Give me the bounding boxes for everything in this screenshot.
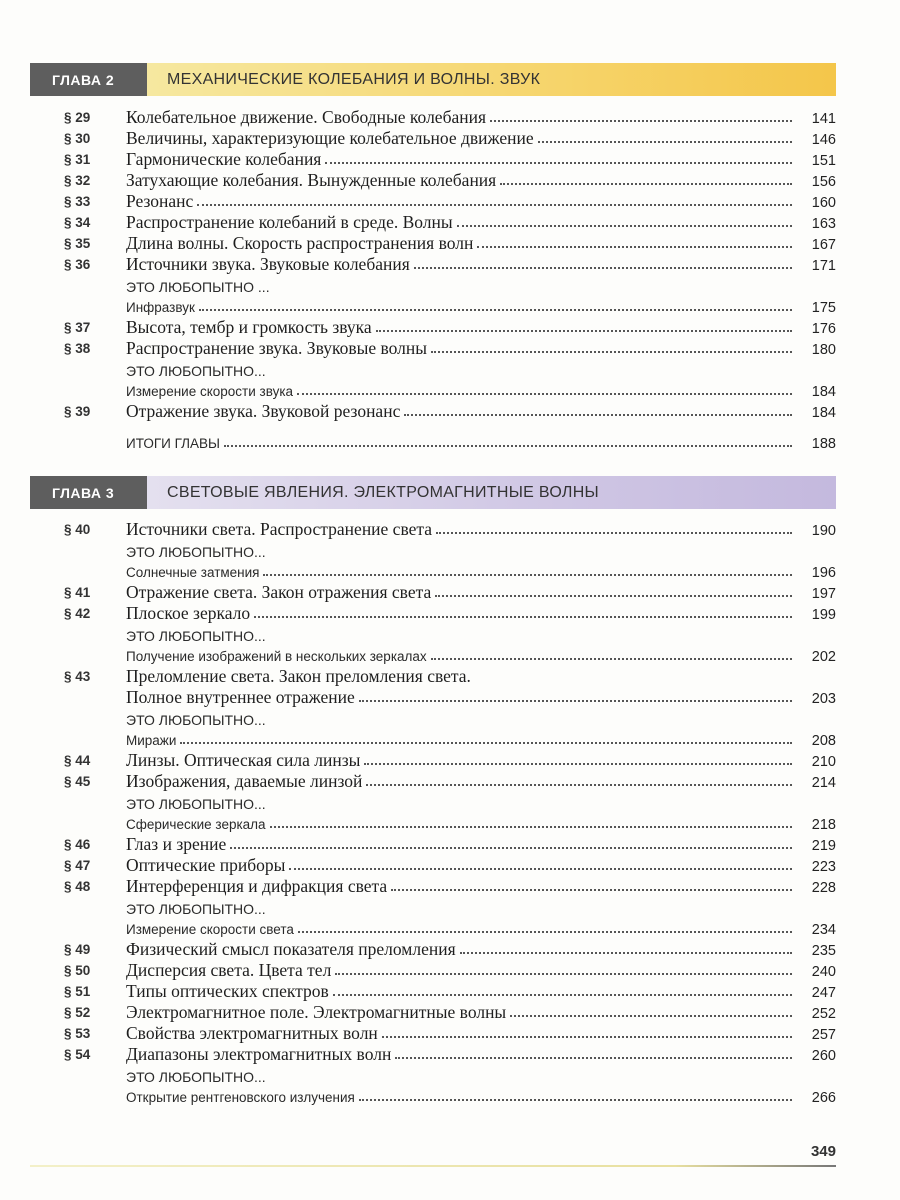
page-ref: 163 [811, 216, 836, 232]
chapter-3-contents [30, 518, 836, 1106]
section-number: § 29 [64, 110, 91, 125]
dot-leader [382, 1036, 792, 1038]
entry-title: Гармонические колебания [126, 150, 325, 169]
toc-entry [30, 253, 836, 274]
dot-leader [364, 763, 792, 765]
page-ref: 180 [811, 342, 836, 358]
page-ref: 175 [811, 300, 836, 316]
entry-title: Распространение колебаний в среде. Волны [126, 213, 457, 232]
entry-title: Затухающие колебания. Вынужденные колебания [126, 171, 500, 190]
section-number: § 49 [64, 942, 91, 957]
dot-leader [477, 246, 792, 248]
entry-title: Источники звука. Звуковые колебания [126, 255, 414, 274]
entry-title: Электромагнитное поле. Электромагнитные волны [126, 1003, 510, 1022]
section-number: § 36 [64, 257, 91, 272]
toc-entry [30, 938, 836, 959]
interesting-heading: ЭТО ЛЮБОПЫТНО... [126, 713, 270, 728]
section-number: § 53 [64, 1026, 91, 1041]
page-ref: 167 [811, 237, 836, 253]
entry-title: Распространение звука. Звуковые волны [126, 339, 431, 358]
page-ref: 202 [811, 649, 836, 665]
section-number: § 41 [64, 585, 91, 600]
toc-entry [30, 431, 836, 452]
page-ref: 260 [811, 1048, 836, 1064]
dot-leader [510, 1015, 792, 1017]
toc-entry [30, 106, 836, 127]
section-number: § 44 [64, 753, 91, 768]
toc-entry [30, 518, 836, 539]
page-ref: 184 [811, 405, 836, 421]
toc-entry [30, 316, 836, 337]
toc-entry [30, 148, 836, 169]
dot-leader [431, 351, 792, 353]
dot-leader [263, 574, 792, 576]
dot-leader [297, 393, 792, 395]
dot-leader [460, 952, 792, 954]
section-number: § 32 [64, 173, 91, 188]
section-number: § 45 [64, 774, 91, 789]
page-ref: 240 [811, 964, 836, 980]
entry-title: Измерение скорости света [126, 923, 298, 938]
section-number: § 42 [64, 606, 91, 621]
section-number: § 51 [64, 984, 91, 999]
page-ref: 203 [811, 691, 836, 707]
entry-title: Миражи [126, 734, 180, 749]
dot-leader [298, 931, 792, 933]
toc-entry [30, 169, 836, 190]
dot-leader [359, 1099, 792, 1101]
chapter-2-title: МЕХАНИЧЕСКИЕ КОЛЕБАНИЯ И ВОЛНЫ. ЗВУК [147, 63, 836, 96]
section-number: § 40 [64, 522, 91, 537]
dot-leader [197, 204, 792, 206]
toc-entry [30, 644, 836, 665]
toc-entry [30, 980, 836, 1001]
dot-leader [538, 141, 792, 143]
dot-leader [335, 973, 792, 975]
toc-entry [30, 812, 836, 833]
page-ref: 197 [811, 586, 836, 602]
toc-entry [30, 770, 836, 791]
section-number: § 43 [64, 669, 91, 684]
toc-entry [30, 127, 836, 148]
dot-leader [500, 183, 792, 185]
section-number: § 38 [64, 341, 91, 356]
page-ref: 247 [811, 985, 836, 1001]
page-ref: 171 [811, 258, 836, 274]
toc-entry [30, 358, 836, 379]
dot-leader [254, 616, 792, 618]
section-number: § 34 [64, 215, 91, 230]
interesting-heading: ЭТО ЛЮБОПЫТНО... [126, 629, 270, 644]
toc-entry [30, 665, 836, 686]
dot-leader [224, 445, 792, 447]
toc-entry [30, 539, 836, 560]
page-ref: 141 [811, 111, 836, 127]
dot-leader [391, 889, 792, 891]
page-ref: 156 [811, 174, 836, 190]
entry-title: Интерференция и дифракция света [126, 877, 391, 896]
entry-title: Свойства электромагнитных волн [126, 1024, 382, 1043]
dot-leader [414, 267, 792, 269]
page-ref: 223 [811, 859, 836, 875]
page-ref: 234 [811, 922, 836, 938]
section-number: § 30 [64, 131, 91, 146]
page-number: 349 [810, 1143, 836, 1160]
dot-leader [435, 595, 792, 597]
entry-title: Плоское зеркало [126, 604, 254, 623]
toc-entry [30, 1085, 836, 1106]
entry-title: Отражение звука. Звуковой резонанс [126, 402, 404, 421]
entry-title: Инфразвук [126, 301, 199, 316]
toc-entry [30, 190, 836, 211]
dot-leader [325, 162, 792, 164]
page-ref: 218 [811, 817, 836, 833]
entry-title: ИТОГИ ГЛАВЫ [126, 437, 224, 452]
toc-entry [30, 896, 836, 917]
entry-title: Колебательное движение. Свободные колебания [126, 108, 490, 127]
interesting-heading: ЭТО ЛЮБОПЫТНО... [126, 1070, 270, 1085]
page-ref: 252 [811, 1006, 836, 1022]
entry-title: Преломление света. Закон преломления света. [126, 667, 475, 686]
toc-entry [30, 1043, 836, 1064]
toc-entry [30, 1064, 836, 1085]
dot-leader [359, 700, 792, 702]
interesting-heading: ЭТО ЛЮБОПЫТНО... [126, 364, 270, 379]
interesting-heading: ЭТО ЛЮБОПЫТНО... [126, 545, 270, 560]
entry-title: Измерение скорости звука [126, 385, 297, 400]
toc-entry [30, 1001, 836, 1022]
interesting-heading: ЭТО ЛЮБОПЫТНО ... [126, 280, 274, 295]
dot-leader [333, 994, 792, 996]
section-number: § 47 [64, 858, 91, 873]
toc-entry [30, 791, 836, 812]
dot-leader [395, 1057, 792, 1059]
page-ref: 235 [811, 943, 836, 959]
page-ref: 176 [811, 321, 836, 337]
entry-title: Типы оптических спектров [126, 982, 333, 1001]
toc-entry [30, 749, 836, 770]
entry-title: Изображения, даваемые линзой [126, 772, 366, 791]
entry-title: Получение изображений в нескольких зеркалах [126, 650, 431, 665]
spacer [30, 421, 836, 431]
toc-entry [30, 917, 836, 938]
section-number: § 52 [64, 1005, 91, 1020]
toc-entry [30, 602, 836, 623]
dot-leader [436, 532, 792, 534]
footer-rule [30, 1165, 836, 1167]
dot-leader [270, 826, 792, 828]
entry-title: Величины, характеризующие колебательное движение [126, 129, 538, 148]
dot-leader [180, 742, 792, 744]
section-number: § 46 [64, 837, 91, 852]
entry-title: Сферические зеркала [126, 818, 270, 833]
entry-title: Глаз и зрение [126, 835, 230, 854]
entry-title: Оптические приборы [126, 856, 289, 875]
chapter-3-label: ГЛАВА 3 [30, 476, 147, 509]
entry-title: Солнечные затмения [126, 566, 263, 581]
chapter-3-header [30, 476, 836, 509]
toc-entry [30, 379, 836, 400]
toc-entry [30, 274, 836, 295]
toc-entry [30, 854, 836, 875]
page-ref: 190 [811, 523, 836, 539]
entry-title: Отражение света. Закон отражения света [126, 583, 435, 602]
interesting-heading: ЭТО ЛЮБОПЫТНО... [126, 902, 270, 917]
dot-leader [490, 120, 792, 122]
section-number: § 50 [64, 963, 91, 978]
toc-entry [30, 875, 836, 896]
section-number: § 35 [64, 236, 91, 251]
section-number: § 31 [64, 152, 91, 167]
chapter-2-contents [30, 106, 836, 452]
dot-leader [431, 658, 792, 660]
entry-title: Длина волны. Скорость распространения волн [126, 234, 477, 253]
toc-entry [30, 232, 836, 253]
dot-leader [230, 847, 792, 849]
chapter-3-title: СВЕТОВЫЕ ЯВЛЕНИЯ. ЭЛЕКТРОМАГНИТНЫЕ ВОЛНЫ [147, 476, 836, 509]
entry-title: Дисперсия света. Цвета тел [126, 961, 335, 980]
page-ref: 188 [811, 436, 836, 452]
toc-entry [30, 560, 836, 581]
entry-title: Полное внутреннее отражение [126, 688, 359, 707]
chapter-2-header [30, 63, 836, 96]
page-ref: 257 [811, 1027, 836, 1043]
toc-entry [30, 623, 836, 644]
interesting-heading: ЭТО ЛЮБОПЫТНО... [126, 797, 270, 812]
page-ref: 151 [811, 153, 836, 169]
entry-title: Линзы. Оптическая сила линзы [126, 751, 364, 770]
chapter-2-label: ГЛАВА 2 [30, 63, 147, 96]
page-ref: 208 [811, 733, 836, 749]
page-ref: 228 [811, 880, 836, 896]
toc-entry [30, 581, 836, 602]
dot-leader [457, 225, 792, 227]
entry-title: Открытие рентгеновского излучения [126, 1091, 359, 1106]
section-number: § 39 [64, 404, 91, 419]
page-ref: 184 [811, 384, 836, 400]
page-ref: 160 [811, 195, 836, 211]
section-number: § 54 [64, 1047, 91, 1062]
toc-entry [30, 337, 836, 358]
entry-title: Резонанс [126, 192, 197, 211]
page-ref: 199 [811, 607, 836, 623]
dot-leader [366, 784, 792, 786]
toc-entry [30, 295, 836, 316]
entry-title: Диапазоны электромагнитных волн [126, 1045, 395, 1064]
toc-entry [30, 1022, 836, 1043]
dot-leader [199, 309, 792, 311]
dot-leader [376, 330, 792, 332]
toc-entry [30, 211, 836, 232]
page-ref: 266 [811, 1090, 836, 1106]
page-ref: 219 [811, 838, 836, 854]
toc-entry [30, 833, 836, 854]
dot-leader [404, 414, 792, 416]
section-number: § 48 [64, 879, 91, 894]
dot-leader [289, 868, 792, 870]
toc-entry [30, 728, 836, 749]
toc-entry [30, 959, 836, 980]
page-ref: 146 [811, 132, 836, 148]
page-ref: 210 [811, 754, 836, 770]
section-number: § 33 [64, 194, 91, 209]
entry-title: Физический смысл показателя преломления [126, 940, 460, 959]
entry-title: Высота, тембр и громкость звука [126, 318, 376, 337]
section-number: § 37 [64, 320, 91, 335]
page-ref: 196 [811, 565, 836, 581]
entry-title: Источники света. Распространение света [126, 520, 436, 539]
toc-entry [30, 707, 836, 728]
page-ref: 214 [811, 775, 836, 791]
toc-entry [30, 400, 836, 421]
toc-entry [30, 686, 836, 707]
